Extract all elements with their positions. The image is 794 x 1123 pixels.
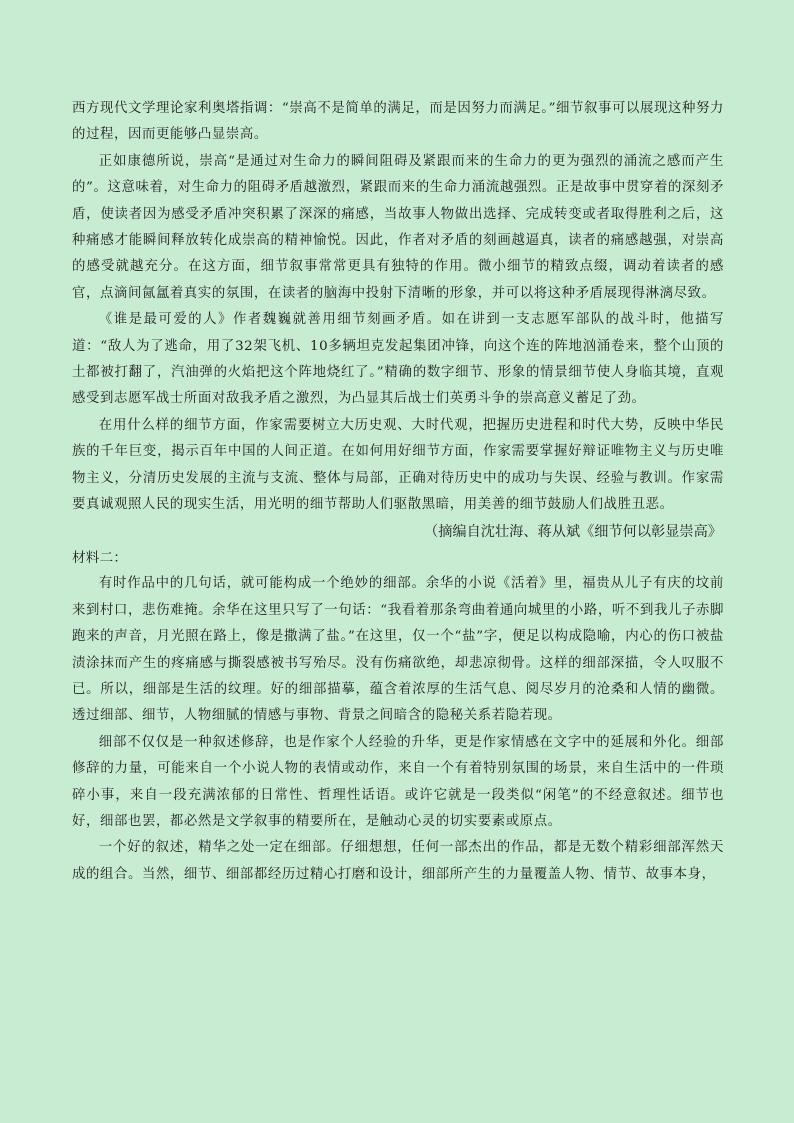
paragraph-6: 细部不仅仅是一种叙述修辞，也是作家个人经验的升华，更是作家情感在文字中的延展和外化。细部修辞的力量，可能来自一个小说人物的表情或动作，来自一个有着特别氛围的场景，来自生活中的一件琐碎小事，来自一段充满浓郁的日常性、哲理性话语。或许它就是一段类似“闲笔”的不经意叙述。细节也好，细部也罢，都必然是文学叙事的精要所在，是触动心灵的切实要素或原点。 xyxy=(72,734,724,829)
paragraph-7: 一个好的叙述，精华之处一定在细部。仔细想想，任何一部杰出的作品，都是无数个精彩细部浑然天成的组合。当然，细节、细部都经历过精心打磨和设计，细部所产生的力量覆盖人物、情节、故事本身， xyxy=(72,840,724,882)
paragraph-4: 在用什么样的细节方面，作家需要树立大历史观、大时代观，把握历史进程和时代大势，反映中华民族的千年巨变，揭示百年中国的人间正道。在如何用好细节方面，作家需要掌握好辩证唯物主义与历史唯物主义，分清历史发展的主流与支流、整体与局部，正确对待历史中的成功与失误、经验与教训。作家需要真诚观照人民的现实生活，用光明的细节帮助人们驱散黑暗，用美善的细节鼓励人们战胜丑恶。 xyxy=(72,417,724,513)
paragraph-3: 《谁是最可爱的人》作者魏巍就善用细节刻画矛盾。如在讲到一支志愿军部队的战斗时，他描写道：“敌人为了逃命，用了32架飞机、10多辆坦克发起集团冲锋，向这个连的阵地汹涌卷来，整个山顶的土都被打翻了，汽油弹的火焰把这个阵地烧红了。”精确的数字细节、形象的情景细节使人身临其境，直观感受到志愿军战士所面对敌我矛盾之激烈，为凸显其后战士们英勇斗争的崇高意义蓄足了劲。 xyxy=(72,312,724,407)
source-citation: （摘编自沈壮海、蒋从斌《细节何以彰显崇高》 xyxy=(424,523,722,540)
paragraph-5: 有时作品中的几句话，就可能构成一个绝妙的细部。余华的小说《活着》里，福贵从儿子有庆的坟前来到村口，悲伤难掩。余华在这里只写了一句话：“我看着那条弯曲着通向城里的小路，听不到我儿子赤脚跑来的声音，月光照在路上，像是撒满了盐。”在这里，仅一个“盐”字，便足以构成隐喻，内心的伤口被盐渍涂抹而产生的疼痛感与撕裂感被书写殆尽。没有伤痛欲绝，却悲凉彻骨。这样的细部深描，令人叹服不已。所以，细部是生活的纹理。好的细部描摹，蕴含着浓厚的生活气息、阅尽岁月的沧桑和人情的幽微。透过细部、细节，人物细腻的情感与事物、背景之间暗含的隐秘关系若隐若现。 xyxy=(72,576,724,724)
paragraph-2: 正如康德所说，崇高“是通过对生命力的瞬间阻碍及紧跟而来的生命力的更为强烈的涌流之感而产生的”。这意味着，对生命力的阻碍矛盾越激烈，紧跟而来的生命力涌流越强烈。正是故事中贯穿着的深刻矛盾，使读者因为感受矛盾冲突积累了深深的痛感，当故事人物做出选择、完成转变或者取得胜利之后，这种痛感才能瞬间释放转化成崇高的精神愉悦。因此，作者对矛盾的刻画越逼真，读者的痛感越强，对崇高的感受就越充分。在这方面，细节叙事常常更具有独特的作用。微小细节的精致点缀，调动着读者的感官，点滴间氤氲着真实的氛围，在读者的脑海中投射下清晰的形象，并可以将这种矛盾展现得淋漓尽致。 xyxy=(72,153,724,301)
section-heading-material-2: 材料二： xyxy=(72,549,128,566)
paragraph-1: 西方现代文学理论家利奥塔指调：“崇高不是简单的满足，而是因努力而满足。”细节叙事可以展现这种努力的过程，因而更能够凸显崇高。 xyxy=(72,101,724,143)
document-page xyxy=(72,96,724,888)
